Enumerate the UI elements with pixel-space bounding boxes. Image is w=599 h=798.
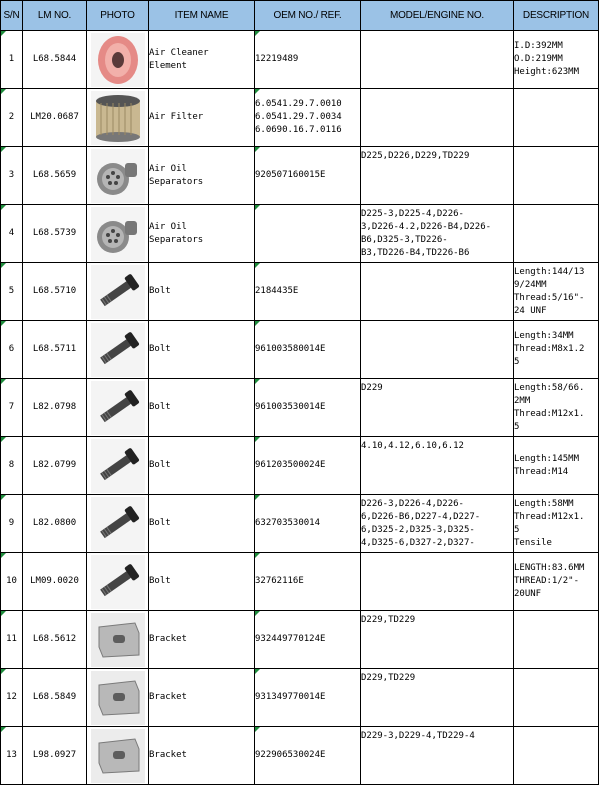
cell-description-text: I.D:392MM O.D:219MM Height:623MM [514,41,580,77]
cell-lm-no: L68.5849 [23,669,87,727]
table-row [1,147,599,205]
cell-description-text: LENGTH:83.6MM THREAD:1/2"- 20UNF [514,563,585,599]
cell-model [361,727,514,785]
cell-lm-no: L82.0799 [23,437,87,495]
bolt-photo [91,265,145,319]
cell-lm-no: LM09.0020 [23,553,87,611]
cell-description [514,31,599,89]
cell-description [514,669,599,727]
cell-lm-no: L68.5711 [23,321,87,379]
cell-model [361,89,514,147]
table-row [1,553,599,611]
cell-item-name: Bolt [149,379,255,437]
cell-lm-no: L68.5612 [23,611,87,669]
cell-lm-no: L68.5710 [23,263,87,321]
cell-description [514,437,599,495]
cell-description [514,553,599,611]
cell-photo [87,205,149,263]
cell-description [514,611,599,669]
cell-photo [87,727,149,785]
cell-item-name: Bracket [149,727,255,785]
cell-oem: 922906530024E [255,727,361,785]
bracket-photo [91,729,145,783]
cell-sn: 12 [1,669,23,727]
bolt-photo [91,555,145,609]
bracket-photo [91,613,145,667]
cell-photo [87,437,149,495]
cell-model [361,611,514,669]
cell-item-name: Air Filter [149,89,255,147]
cell-lm-no: L98.0927 [23,727,87,785]
cell-photo [87,611,149,669]
cell-description-text: Length:34MM Thread:M8x1.2 5 [514,331,585,367]
cell-item-name: Bolt [149,321,255,379]
cell-sn: 5 [1,263,23,321]
cell-photo [87,553,149,611]
cell-lm-no: L68.5659 [23,147,87,205]
cell-description-text: Length:145MM Thread:M14 [514,453,580,477]
table-row [1,437,599,495]
cell-item-name: Air Oil Separators [149,147,255,205]
cell-oem: 2184435E [255,263,361,321]
cell-item-name: Bolt [149,553,255,611]
header-photo: PHOTO [87,1,149,31]
cell-lm-no: L82.0800 [23,495,87,553]
cell-description [514,321,599,379]
cell-model [361,205,514,263]
cell-photo [87,31,149,89]
cell-description [514,263,599,321]
cell-sn: 7 [1,379,23,437]
cell-model [361,263,514,321]
cell-oem: 961003530014E [255,379,361,437]
cell-model-text: D226-3,D226-4,D226- 6,D226-B6,D227-4,D227- 6,D325-2,D325-3,D325- 4,D325-6,D327-2,D327- [361,499,481,548]
air-cleaner-element-photo [91,33,145,87]
cell-sn: 13 [1,727,23,785]
cell-sn: 2 [1,89,23,147]
cell-oem: 32762116E [255,553,361,611]
table-row [1,31,599,89]
cell-model [361,147,514,205]
cell-oem: 961003580014E [255,321,361,379]
table-row [1,727,599,785]
cell-photo [87,495,149,553]
table-row [1,89,599,147]
cell-photo [87,89,149,147]
cell-lm-no: L68.5739 [23,205,87,263]
cell-oem: 920507160015E [255,147,361,205]
header-model: MODEL/ENGINE NO. [361,1,514,31]
header-row [1,1,599,31]
cell-item-name: Bolt [149,263,255,321]
cell-description-text: Length:58/66. 2MM Thread:M12x1. 5 [514,382,585,432]
cell-item-name: Bracket [149,669,255,727]
bolt-photo [91,381,145,435]
cell-item-name: Bracket [149,611,255,669]
cell-photo [87,263,149,321]
cell-oem: 961203500024E [255,437,361,495]
header-lm-no: LM NO. [23,1,87,31]
table-row [1,205,599,263]
table-row [1,495,599,553]
table-row [1,669,599,727]
cell-description [514,379,599,437]
cell-model-text: D225-3,D225-4,D226- 3,D226-4.2,D226-B4,D226- B6,D325-3,TD226- B3,TD226-B4,TD226-B6 [361,209,492,258]
air-oil-separator-photo [91,149,145,203]
table-row [1,379,599,437]
cell-photo [87,379,149,437]
cell-model [361,669,514,727]
cell-sn: 1 [1,31,23,89]
table-row [1,321,599,379]
cell-oem: 12219489 [255,31,361,89]
cell-photo [87,321,149,379]
cell-model [361,379,514,437]
cell-item-name: Bolt [149,437,255,495]
cell-model-text: D229-3,D229-4,TD229-4 [361,731,475,741]
cell-photo [87,147,149,205]
cell-model-text: D229 [361,383,383,393]
cell-lm-no: L82.0798 [23,379,87,437]
cell-lm-no: LM20.0687 [23,89,87,147]
cell-model [361,31,514,89]
cell-model-text: D229,TD229 [361,615,416,625]
bracket-photo [91,671,145,725]
cell-item-name: Air Cleaner Element [149,31,255,89]
cell-oem: 6.0541.29.7.0010 6.0541.29.7.0034 6.0690.16.7.0116 [255,89,361,147]
cell-model [361,495,514,553]
air-oil-separator-photo [91,207,145,261]
cell-description-text: Length:58MM Thread:M12x1. 5 Tensile [514,498,585,548]
table-row [1,263,599,321]
cell-model [361,321,514,379]
cell-oem: 932449770124E [255,611,361,669]
bolt-photo [91,497,145,551]
cell-model [361,437,514,495]
cell-sn: 11 [1,611,23,669]
cell-lm-no: L68.5844 [23,31,87,89]
cell-model-text: 4.10,4.12,6.10,6.12 [361,441,464,451]
cell-description [514,89,599,147]
cell-oem [255,205,361,263]
cell-description [514,147,599,205]
cell-sn: 10 [1,553,23,611]
cell-description [514,205,599,263]
cell-model-text: D225,D226,D229,TD229 [361,151,470,161]
cell-photo [87,669,149,727]
header-oem: OEM NO./ REF. [255,1,361,31]
cell-oem: 632703530014 [255,495,361,553]
cell-sn: 6 [1,321,23,379]
bolt-photo [91,323,145,377]
table-row [1,611,599,669]
bolt-photo [91,439,145,493]
cell-sn: 8 [1,437,23,495]
cell-item-name: Bolt [149,495,255,553]
cell-model [361,553,514,611]
air-filter-photo [91,91,145,145]
header-item-name: ITEM NAME [149,1,255,31]
cell-sn: 3 [1,147,23,205]
cell-model-text: D229,TD229 [361,673,416,683]
cell-sn: 4 [1,205,23,263]
cell-oem: 931349770014E [255,669,361,727]
cell-sn: 9 [1,495,23,553]
cell-description [514,495,599,553]
header-description: DESCRIPTION [514,1,599,31]
cell-description-text: Length:144/13 9/24MM Thread:5/16"- 24 UNF [514,266,585,316]
cell-item-name: Air Oil Separators [149,205,255,263]
header-sn: S/N [1,1,23,31]
cell-description [514,727,599,785]
